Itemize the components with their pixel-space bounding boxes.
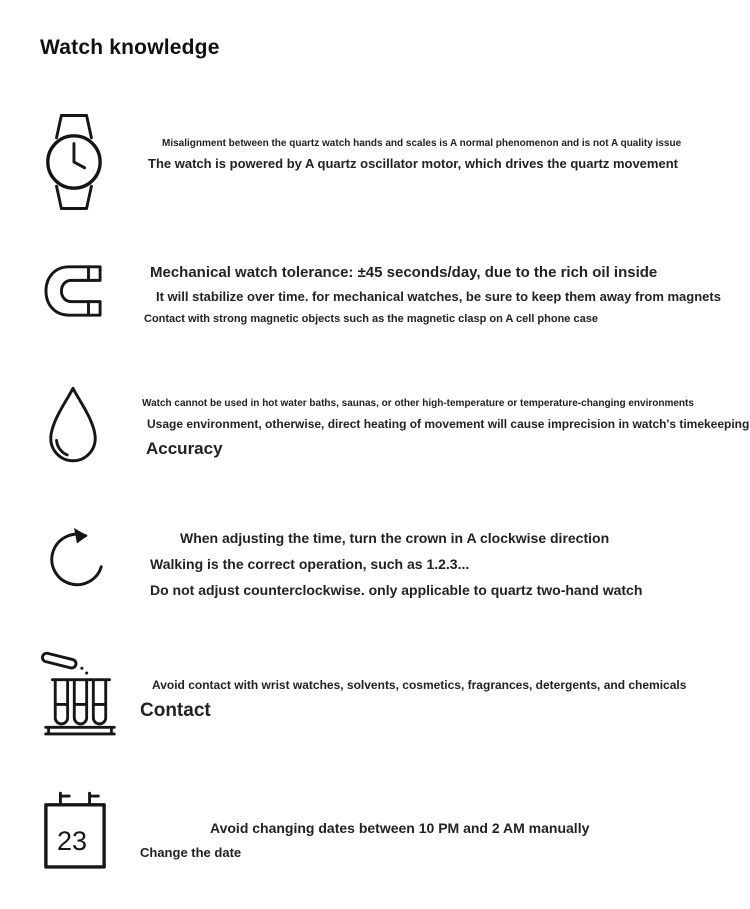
- info-line: The watch is powered by A quartz oscillator motor, which drives the quartz movement: [148, 156, 678, 171]
- info-line: Misalignment between the quartz watch hands and scales is A normal phenomenon and is not A quality issue: [162, 138, 682, 149]
- rotate-clockwise-icon: [42, 524, 108, 599]
- section-text: [140, 398, 750, 459]
- section-text: [140, 678, 720, 722]
- section-magnetism: [40, 258, 730, 338]
- info-line: Avoid contact with wrist watches, solvents, cosmetics, fragrances, detergents, and chemicals: [152, 678, 687, 692]
- calendar-icon: [42, 790, 108, 877]
- section-date-change: [40, 790, 730, 880]
- section-text: [140, 530, 720, 598]
- section-text: [140, 820, 720, 860]
- watch-icon: [42, 112, 104, 217]
- magnet-icon: [42, 262, 106, 325]
- info-line: Usage environment, otherwise, direct heating of movement will cause imprecision in watch's timekeeping: [147, 417, 750, 431]
- info-line: Do not adjust counterclockwise. only applicable to quartz two-hand watch: [150, 582, 643, 598]
- water-drop-icon: [44, 382, 102, 473]
- page-title: Watch knowledge: [40, 36, 220, 59]
- test-tubes-icon: [40, 644, 120, 747]
- info-line: Contact with strong magnetic objects such as the magnetic clasp on A cell phone case: [144, 313, 598, 325]
- info-line: Walking is the correct operation, such as 1.2.3...: [150, 556, 470, 572]
- info-line: Avoid changing dates between 10 PM and 2 AM manually: [210, 820, 590, 836]
- info-line: Watch cannot be used in hot water baths, saunas, or other high-temperature or temperature-changing environments: [142, 398, 694, 409]
- calendar-day: 23: [57, 826, 88, 856]
- info-line: It will stabilize over time. for mechanical watches, be sure to keep them away from magnets: [156, 289, 721, 304]
- info-line: Mechanical watch tolerance: ±45 seconds/day, due to the rich oil inside: [150, 264, 658, 281]
- section-text: [140, 138, 720, 171]
- section-heading: Accuracy: [146, 439, 223, 458]
- info-line: When adjusting the time, turn the crown in A clockwise direction: [180, 530, 610, 546]
- section-quartz-movement: [40, 112, 730, 222]
- section-heading: Contact: [140, 700, 211, 721]
- section-text: [140, 264, 720, 325]
- section-chemical-contact: [40, 644, 730, 754]
- info-line: Change the date: [140, 845, 242, 860]
- section-crown-adjustment: [40, 522, 730, 607]
- section-accuracy: [40, 380, 750, 480]
